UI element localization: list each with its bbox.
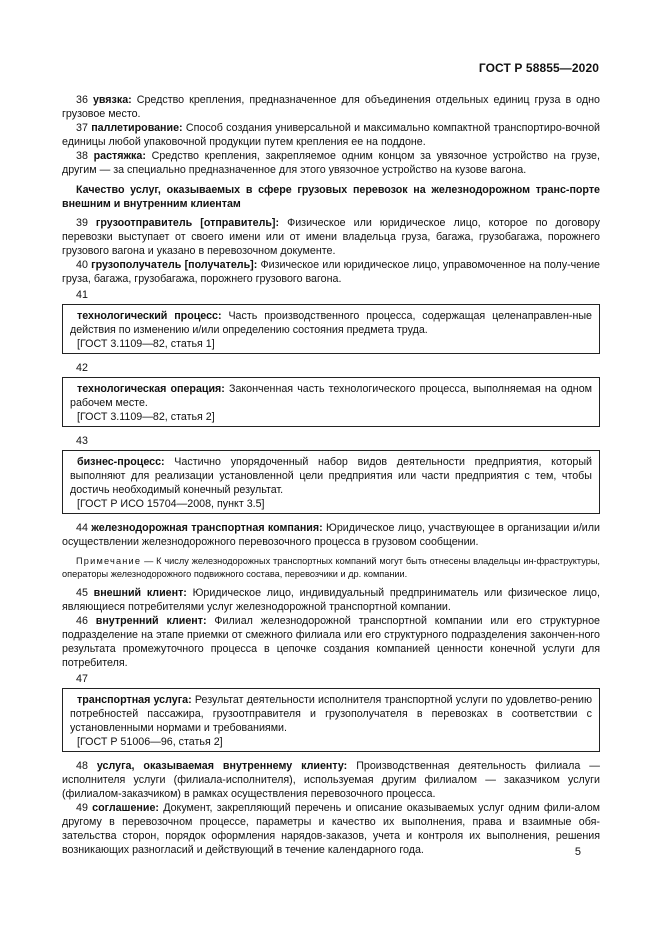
term-title: железнодорожная транспортная компания:: [91, 522, 323, 534]
term-43-number: 43: [76, 435, 88, 447]
term-definition: Производственная деятельность филиала — исполнителя услуги (филиала-исполнителя), используемая другим филиалом — заказчиком услуги (филиалом-заказчиком) в рамках осуществления перевозочного процесса.: [62, 760, 600, 800]
term-41-reference: [ГОСТ 3.1109—82, статья 1]: [77, 338, 215, 350]
term-title: грузополучатель [получатель]:: [91, 259, 258, 271]
term-49: [62, 801, 600, 857]
term-definition: Частично упорядоченный набор видов деятельности предприятия, который выполняют для реализации установленной цели предприятия или части предприятия с тем, чтобы достичь необходимый конечный результат.: [70, 456, 592, 496]
term-title: технологическая операция:: [77, 383, 225, 395]
term-definition: Физическое или юридическое лицо, которое по договору перевозки выступает от своего имени или от имени владельца груза, багажа, грузобагажа, порожнего грузового вагона и указано в перевозочном документе.: [62, 217, 600, 257]
term-41-box: [62, 304, 600, 354]
term-42-reference: [ГОСТ 3.1109—82, статья 2]: [77, 411, 215, 423]
term-number: 38: [76, 150, 88, 162]
term-43-reference: [ГОСТ Р ИСО 15704—2008, пункт 3.5]: [77, 498, 265, 510]
section-heading: Качество услуг, оказываемых в сфере грузовых перевозок на железнодорожном транс-порте внешним и внутренним клиентам: [62, 184, 600, 210]
term-48: [62, 759, 600, 801]
term-37: [62, 121, 600, 149]
term-39: [62, 216, 600, 258]
term-definition: Физическое или юридическое лицо, управомоченное на полу-чение груза, багажа, грузобагажа, порожнего грузового вагона.: [62, 259, 600, 285]
term-title: бизнес-процесс:: [77, 456, 165, 468]
term-definition: Способ создания универсальной и максимально компактной транспортиро-вочной единицы любой упаковочной продукции путем крепления ее на поддоне.: [62, 122, 600, 148]
term-title: соглашение:: [92, 802, 159, 814]
term-title: растяжка:: [93, 150, 146, 162]
term-47-number: 47: [76, 673, 88, 685]
document-body: [62, 93, 600, 857]
term-42-number: 42: [76, 362, 88, 374]
term-42-box: [62, 377, 600, 427]
term-definition: Средство крепления, предназначенное для объединения отдельных единиц груза в одно грузовое место.: [62, 94, 600, 120]
note-text: — К числу железнодорожных транспортных компаний могут быть отнесены владельцы ин-фраструктуры, операторы железнодорожного подвижного состава, перевозчики и др. компании.: [62, 556, 600, 579]
term-definition: Результат деятельности исполнителя транспортной услуги по удовлетво-рению потребностей пассажира, грузоотправителя и грузополучателя в перевозках в соответствии с установленными нормами и требованиями.: [70, 694, 593, 734]
term-40: [62, 258, 600, 286]
term-47-box: [62, 688, 600, 752]
term-47: [70, 693, 592, 735]
term-43-box: [62, 450, 600, 514]
term-47-reference: [ГОСТ Р 51006—96, статья 2]: [77, 736, 223, 748]
term-number: 37: [76, 122, 88, 134]
term-number: 39: [76, 217, 88, 229]
term-definition: Законченная часть технологического процесса, выполняемая на одном рабочем месте.: [70, 383, 592, 409]
term-title: услуга, оказываемая внутреннему клиенту:: [96, 760, 348, 772]
term-title: внешний клиент:: [93, 587, 187, 599]
term-number: 46: [76, 615, 88, 627]
term-number: 48: [76, 760, 88, 772]
term-title: увязка:: [92, 94, 132, 106]
term-45: [62, 586, 600, 614]
term-number: 36: [76, 94, 88, 106]
document-code: ГОСТ Р 58855—2020: [478, 61, 599, 75]
term-46: [62, 614, 600, 670]
term-definition: Юридическое лицо, участвующее в организации и/или осуществлении железнодорожного перевозочного процесса в грузовом сообщении.: [62, 522, 600, 548]
page-number: 5: [574, 846, 581, 858]
term-number: 49: [76, 802, 88, 814]
term-number: 40: [76, 259, 88, 271]
term-definition: Часть производственного процесса, содержащая целенаправлен-ные действия по изменению и/или определению состояния предмета труда.: [70, 310, 592, 336]
term-definition: Средство крепления, закрепляемое одним концом за увязочное устройство на грузе, другим — за специально предназначенное для этого увязочное устройство на кузове вагона.: [62, 150, 600, 176]
term-definition: Юридическое лицо, индивидуальный предприниматель или физическое лицо, являющиеся потребителями услуг железнодорожной транспортной компании.: [62, 587, 600, 613]
term-43: [70, 455, 592, 497]
term-number: 44: [76, 522, 88, 534]
term-definition: Филиал железнодорожной транспортной компании или его структурное подразделение на этапе приемки от смежного филиала или его структурного подразделения закончен-ного результата промежуточного процесса в цепочке создания компанией ценности конечной услуги для потребителя.: [62, 615, 600, 669]
term-41-number: 41: [76, 289, 88, 301]
term-36: [62, 93, 600, 121]
term-title: грузоотправитель [отправитель]:: [95, 217, 280, 229]
note-44: [62, 555, 600, 580]
term-title: внутренний клиент:: [95, 615, 207, 627]
term-title: технологический процесс:: [77, 310, 222, 322]
term-38: [62, 149, 600, 177]
term-title: паллетирование:: [91, 122, 183, 134]
term-42: [70, 382, 592, 410]
term-definition: Документ, закрепляющий перечень и описание оказываемых услуг одним фили-алом другому в перевозочном процессе, параметры и качество их выполнения, права и взаимные обя-зательства сторон, порядок оформления нарядов-заказов, учета и контроля их выполнения, решения возникающих разногласий и действующий в течение календарного года.: [62, 802, 600, 856]
note-label: Примечание: [76, 556, 142, 566]
term-41: [70, 309, 592, 337]
term-44: [62, 521, 600, 549]
term-title: транспортная услуга:: [77, 694, 192, 706]
term-number: 45: [76, 587, 88, 599]
